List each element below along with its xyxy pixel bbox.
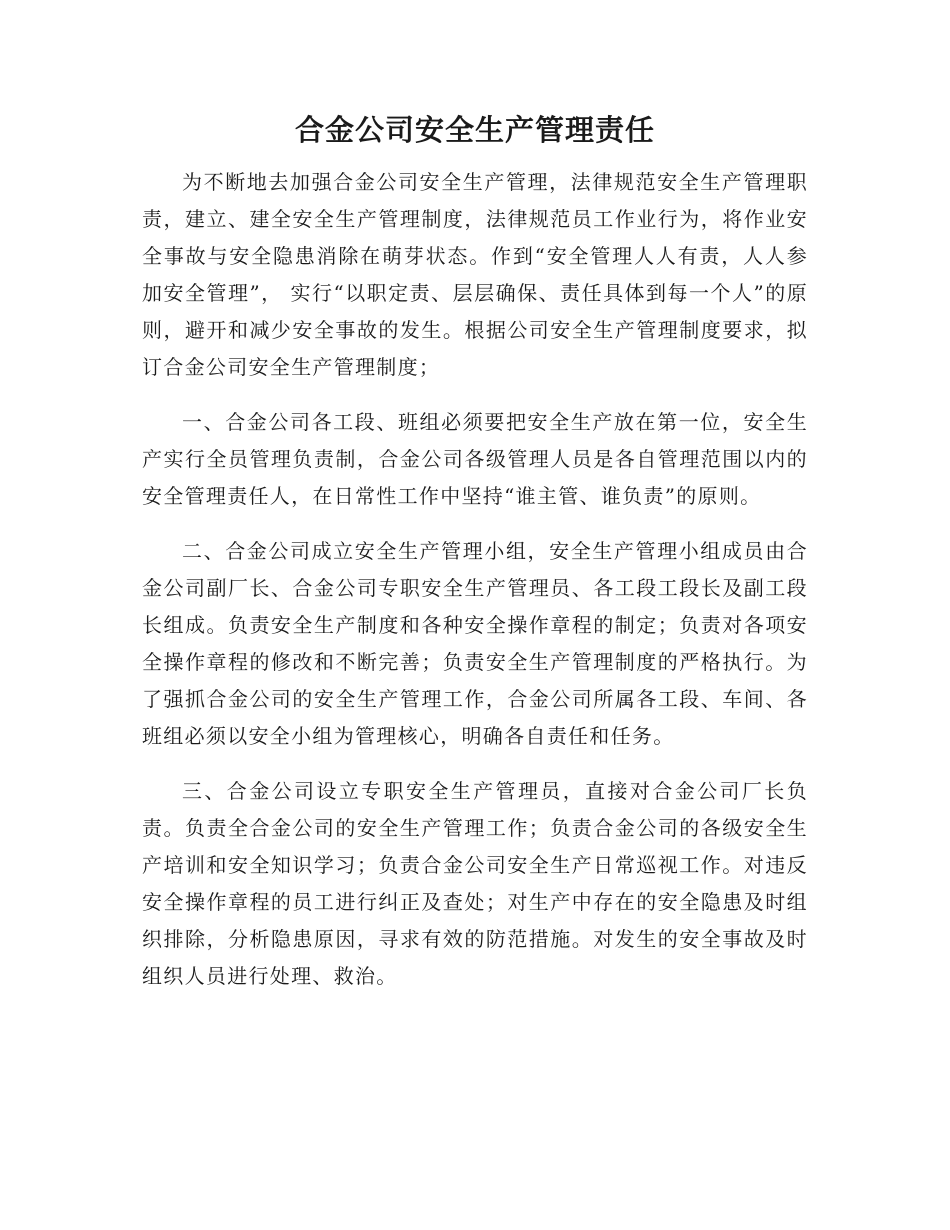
paragraph-intro: 为不断地去加强合金公司安全生产管理，法律规范安全生产管理职责，建立、建全安全生产管理制度，法律规范员工作业行为，将作业安全事故与安全隐患消除在萌芽状态。作到“安全管理人人有责，人人参加安全管理”， 实行“以职定责、层层确保、责任具体到每一个人”的原则，避开和减少安全事故的发生。根据公司安全生产管理制度要求，拟订合金公司安全生产管理制度； xyxy=(142,170,808,379)
document-body xyxy=(142,164,808,1013)
paragraph-section-2: 二、合金公司成立安全生产管理小组，安全生产管理小组成员由合金公司副厂长、合金公司专职安全生产管理员、各工段工段长及副工段长组成。负责安全生产制度和各种安全操作章程的制定；负责对各项安全操作章程的修改和不断完善；负责安全生产管理制度的严格执行。为了强抓合金公司的安全生产管理工作，合金公司所属各工段、车间、各班组必须以安全小组为管理核心，明确各自责任和任务。 xyxy=(142,539,808,748)
paragraph-section-3: 三、合金公司设立专职安全生产管理员，直接对合金公司厂长负责。负责全合金公司的安全生产管理工作；负责合金公司的各级安全生产培训和安全知识学习；负责合金公司安全生产日常巡视工作。对违反安全操作章程的员工进行纠正及查处；对生产中存在的安全隐患及时组织排除，分析隐患原因，寻求有效的防范措施。对发生的安全事故及时组织人员进行处理、救治。 xyxy=(142,779,808,988)
document-title: 合金公司安全生产管理责任 xyxy=(294,113,655,147)
paragraph-section-1: 一、合金公司各工段、班组必须要把安全生产放在第一位，安全生产实行全员管理负责制，合金公司各级管理人员是各自管理范围以内的安全管理责任人，在日常性工作中坚持“谁主管、谁负责”的原则。 xyxy=(142,410,808,508)
